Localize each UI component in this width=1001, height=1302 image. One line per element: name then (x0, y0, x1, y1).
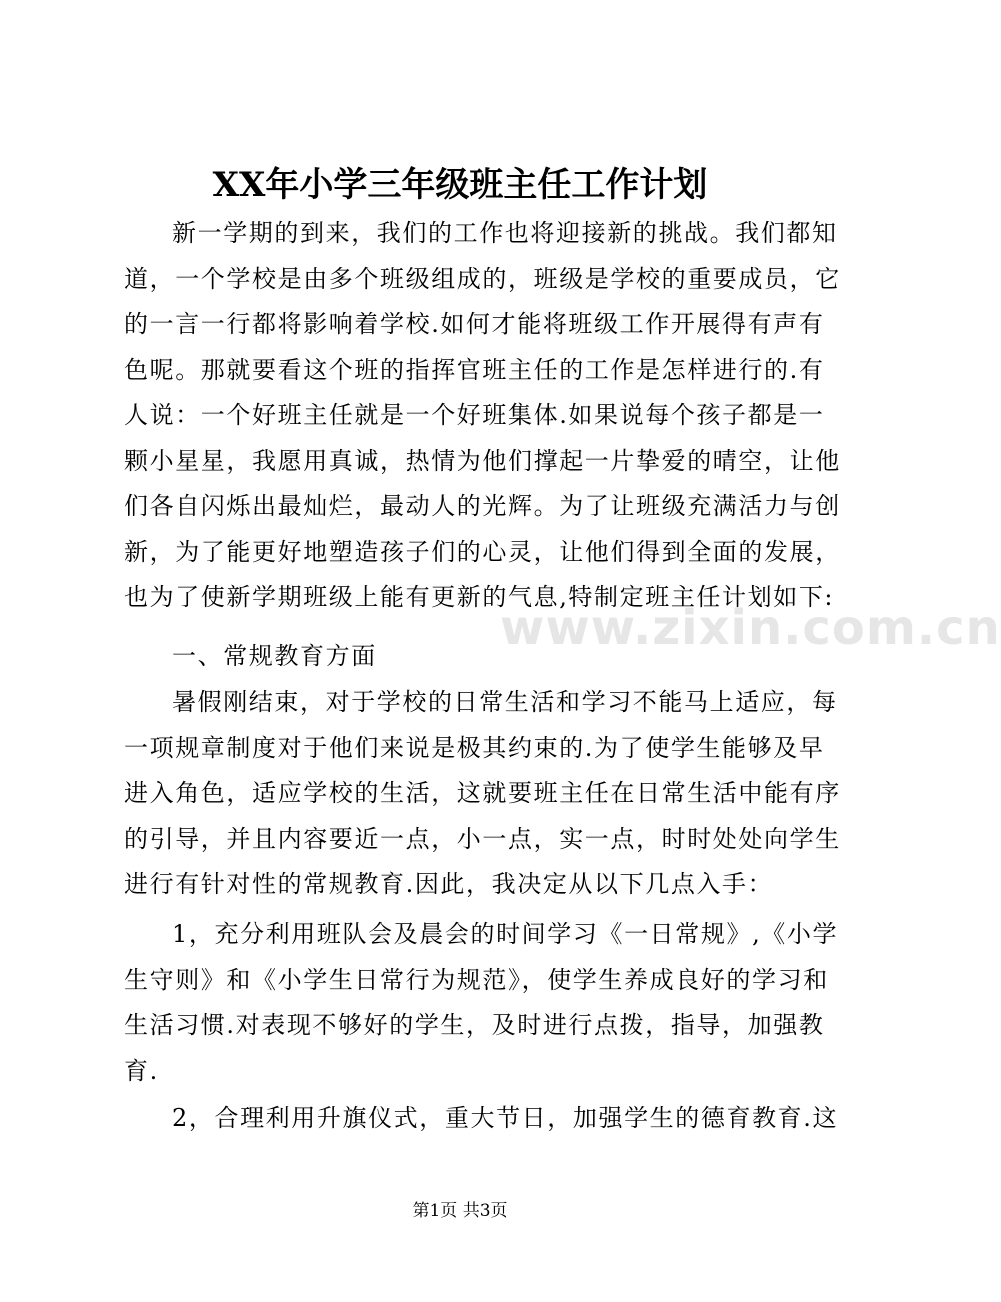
text-line: 暑假刚结束，对于学校的日常生活和学习不能马上适应，每 (172, 688, 838, 716)
text-line: 进入角色，适应学校的生活，这就要班主任在日常生活中能有序 (124, 779, 841, 807)
paragraph-item-2 (124, 1096, 839, 1142)
text-line: 道，一个学校是由多个班级组成的，班级是学校的重要成员，它 (124, 264, 841, 293)
text-line: 颗小星星，我愿用真诚，热情为他们撑起一片挚爱的晴空，让他 (124, 446, 841, 475)
watermark: www.zixin.com.cn (500, 600, 1001, 656)
text-line: 人说：一个好班主任就是一个好班集体.如果说每个孩子都是一 (124, 401, 825, 429)
text-line: 的一言一行都将影响着学校.如何才能将班级工作开展得有声有 (124, 310, 825, 338)
text-line: 生活习惯.对表现不够好的学生，及时进行点拨，指导，加强教 (124, 1011, 825, 1039)
text-line: 育. (124, 1056, 159, 1085)
text-line: 一项规章制度对于他们来说是极其约束的.为了使学生能够及早 (124, 733, 825, 762)
text-line: 色呢。那就要看这个班的指挥官班主任的工作是怎样进行的.有 (124, 355, 825, 384)
text-line: 进行有针对性的常规教育.因此，我决定从以下几点入手： (124, 870, 774, 898)
text-line: 2，合理利用升旗仪式，重大节日，加强学生的德育教育.这 (172, 1104, 839, 1132)
text-line: 新，为了能更好地塑造孩子们的心灵，让他们得到全面的发展， (124, 537, 841, 566)
section-heading (124, 634, 800, 680)
document-title: XX年小学三年级班主任工作计划 (212, 165, 708, 205)
text-line: 们各自闪烁出最灿烂，最动人的光辉。为了让班级充满活力与创 (124, 492, 841, 520)
text-line: 的引导，并且内容要近一点，小一点，实一点，时时处处向学生 (124, 824, 841, 853)
page-footer: 第1页 共3页 (412, 1201, 508, 1221)
section-heading-text: 一、常规教育方面 (172, 642, 377, 670)
text-line: 也为了使新学期班级上能有更新的气息,特制定班主任计划如下: (124, 583, 835, 611)
paragraph-routine (124, 680, 841, 908)
paragraph-item-1 (124, 912, 839, 1094)
paragraph-intro (124, 211, 841, 621)
text-line: 1，充分利用班队会及晨会的时间学习《一日常规》,《小学 (172, 920, 839, 948)
text-line: 生守则》和《小学生日常行为规范》，使学生养成良好的学习和 (124, 965, 829, 994)
text-line: 新一学期的到来，我们的工作也将迎接新的挑战。我们都知 (172, 219, 838, 247)
